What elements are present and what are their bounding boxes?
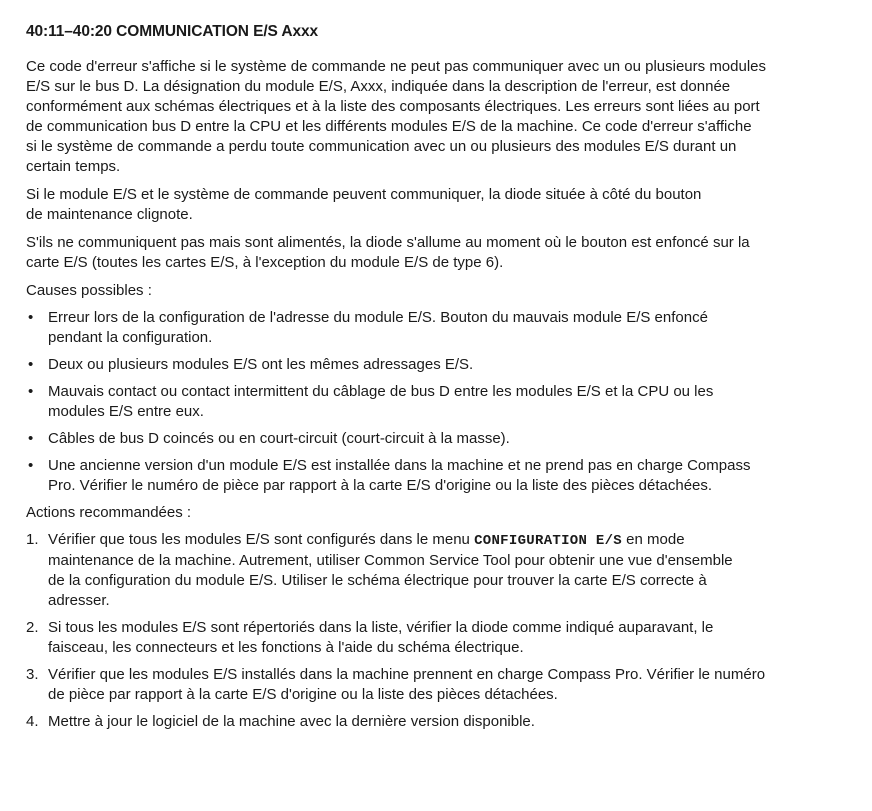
cause-text: Deux ou plusieurs modules E/S ont les mêmes adressages E/S.	[48, 356, 474, 373]
intro-paragraph: Ce code d'erreur s'affiche si le système de commande ne peut pas communiquer avec un ou plusieurs modules E/S sur le bus D. La désignation du module E/S, Axxx, indiquée dans la description de l'erreur, est donnée conformément aux schémas électriques et à la liste des composants électriques. Les erreurs sont liées au port de communication bus D entre la CPU et les différents modules E/S de la machine. Ce code d'erreur s'affiche si le système de commande a perdu toute communication avec un ou plusieurs des modules E/S durant un certain temps.	[26, 58, 767, 175]
cause-text: Erreur lors de la configuration de l'adresse du module E/S. Bouton du mauvais module E/S enfoncé pendant la configuration.	[48, 309, 708, 346]
bullet-icon: •	[28, 309, 34, 326]
cause-text: Une ancienne version d'un module E/S est installée dans la machine et ne prend pas en charge Compass Pro. Vérifier le numéro de pièce par rapport à la carte E/S d'origine ou la liste des pièces détachées.	[48, 457, 751, 494]
bullet-icon: •	[28, 383, 34, 400]
action-text	[48, 530, 753, 611]
action-text-part: en mode maintenance de la machine. Autrement, utiliser Common Service Tool pour obtenir une vue d'ensemble de la configuration du module E/S. Utiliser le schéma électrique pour trouver la carte E/S correcte à adresser.	[48, 531, 733, 609]
actions-list	[26, 530, 766, 732]
diode-blink-paragraph: Si le module E/S et le système de commande peuvent communiquer, la diode située à côté du bouton de maintenance clignote.	[26, 186, 702, 223]
action-text: Vérifier que les modules E/S installés dans la machine prennent en charge Compass Pro. Vérifier le numéro de pièce par rapport à la carte E/S d'origine ou la liste des pièces détachées.	[48, 666, 766, 703]
action-text: Mettre à jour le logiciel de la machine avec la dernière version disponible.	[48, 713, 535, 730]
cause-item	[26, 308, 766, 348]
causes-list	[26, 308, 766, 496]
action-item	[26, 530, 766, 611]
bullet-icon: •	[28, 457, 34, 474]
action-number: 2.	[26, 619, 39, 636]
actions-label: Actions recommandées :	[26, 504, 192, 521]
section-body	[26, 57, 766, 739]
causes-label: Causes possibles :	[26, 282, 152, 299]
action-item	[26, 665, 766, 705]
cause-text: Mauvais contact ou contact intermittent du câblage de bus D entre les modules E/S et la CPU ou les modules E/S entre eux.	[48, 383, 714, 420]
cause-item	[26, 355, 766, 375]
action-number: 4.	[26, 713, 39, 730]
section-title: 40:11–40:20 COMMUNICATION E/S Axxx	[26, 23, 319, 40]
cause-item	[26, 456, 766, 496]
action-item	[26, 712, 766, 732]
diode-lit-paragraph: S'ils ne communiquent pas mais sont alimentés, la diode s'allume au moment où le bouton est enfoncé sur la carte E/S (toutes les cartes E/S, à l'exception du module E/S de type 6).	[26, 234, 750, 271]
bullet-icon: •	[28, 430, 34, 447]
action-number: 1.	[26, 531, 39, 548]
cause-item	[26, 429, 766, 449]
action-number: 3.	[26, 666, 39, 683]
menu-name-code: CONFIGURATION E/S	[474, 533, 623, 549]
action-text: Si tous les modules E/S sont répertoriés dans la liste, vérifier la diode comme indiqué auparavant, le faisceau, les connecteurs et les fonctions à l'aide du schéma électrique.	[48, 619, 714, 656]
cause-text: Câbles de bus D coincés ou en court-circuit (court-circuit à la masse).	[48, 430, 510, 447]
cause-item	[26, 382, 766, 422]
action-item	[26, 618, 766, 658]
action-text-part: Vérifier que tous les modules E/S sont configurés dans le menu	[48, 531, 475, 548]
bullet-icon: •	[28, 356, 34, 373]
